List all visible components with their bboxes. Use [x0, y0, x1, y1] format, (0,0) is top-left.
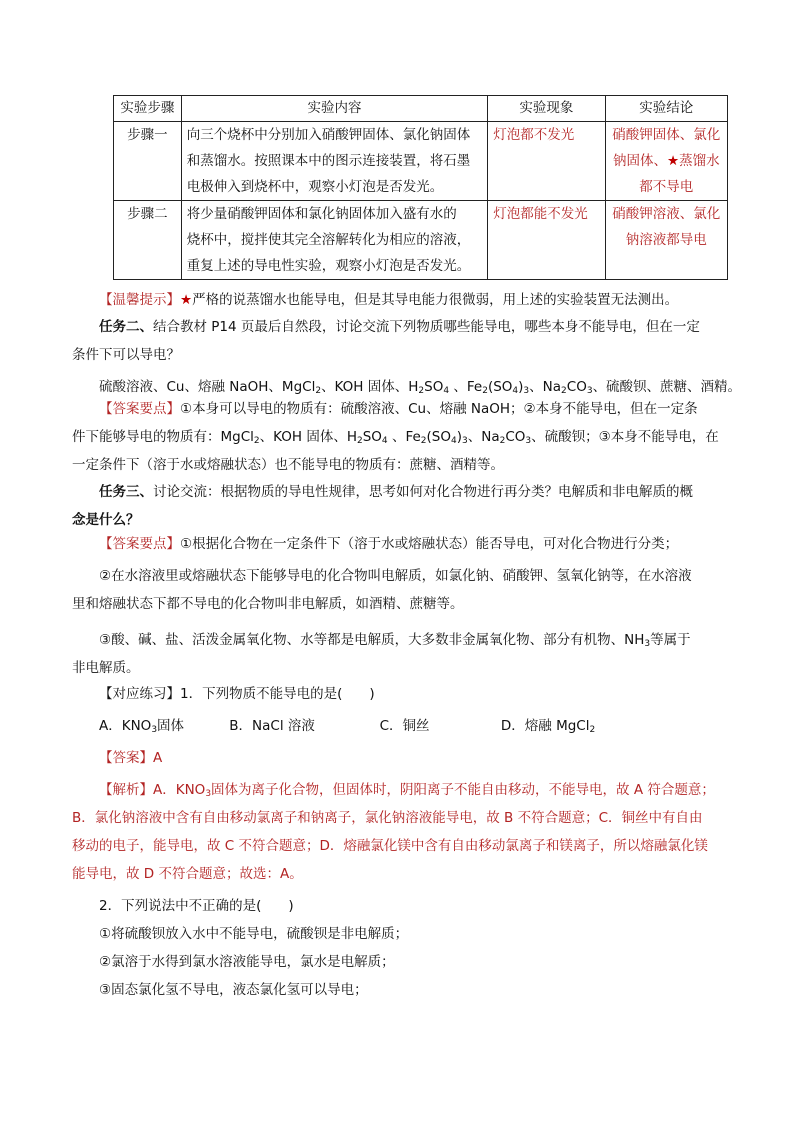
phenomenon-cell: 灯泡都不发光 — [488, 122, 605, 201]
conclusion-line: 硝酸钾固体、氯化 — [612, 127, 721, 143]
star-icon: ★ — [180, 292, 193, 308]
answer2-line — [72, 395, 724, 423]
conclusion-text: 蒸馏水 — [679, 153, 720, 169]
conclusion-line — [611, 148, 722, 174]
task3-text: 讨论交流：根据物质的导电性规律，思考如何对化合物进行再分类？电解质和非电解质的概 — [153, 484, 693, 500]
table-header: 实验结论 — [605, 96, 727, 122]
conclusion-text: 钠固体、 — [612, 153, 667, 169]
content-line: 烧杯中，搅拌使其完全溶解转化为相应的溶液， — [186, 232, 471, 248]
content-cell — [181, 122, 487, 201]
tip-tag: 【温馨提示】 — [99, 292, 180, 308]
table-row — [114, 122, 728, 201]
practice-section — [72, 680, 724, 1004]
question-1 — [72, 680, 724, 708]
analysis-tag: 【解析】 — [99, 782, 153, 798]
content-line: 电极伸入到烧杯中，观察小灯泡是否发光。 — [186, 179, 444, 195]
option-a: A．$KNO_3$固体 — [99, 718, 185, 735]
conclusion-cell — [605, 122, 727, 201]
option-d: D．熔融 MgCl$_2$ — [500, 718, 596, 735]
phenomenon-cell: 灯泡都能不发光 — [488, 201, 605, 280]
question-text: 1．下列物质不能导电的是( ) — [180, 686, 375, 702]
content-cell — [181, 201, 487, 280]
tip-line — [72, 286, 724, 314]
task2-line: 条件下可以导电？ — [72, 347, 180, 363]
task2-label: 任务二、 — [99, 319, 153, 335]
task3-line — [72, 478, 724, 506]
answer-tag: 【答案】 — [99, 750, 153, 766]
task2-section — [72, 313, 742, 401]
options-row — [72, 712, 724, 740]
answer3-line: ②在水溶液里或熔融状态下能够导电的化合物叫电解质，如氯化钠、硝酸钾、氢氧化钠等，在水溶液 — [99, 568, 692, 584]
conclusion-line: 钠溶液都导电 — [625, 232, 707, 248]
statement-item: ①将硫酸钡放入水中不能导电，硫酸钡是非电解质； — [99, 926, 409, 942]
substances-line: 硫酸溶液、Cu、熔融 NaOH、MgCl$_2$、KOH 固体、$H_2SO_4$ 、$Fe_2(SO_4)_3$、$Na_2CO_3$、硫酸钡、蔗糖、酒精。 — [99, 379, 742, 396]
answer2-line: 件下能够导电的物质有：MgCl$_2$、KOH 固体、$H_2SO_4$ 、$Fe_2(SO_4)_3$、$Na_2CO_3$、硫酸钡；③本身不能导电，在 — [72, 429, 719, 446]
answer3-text: ①根据化合物在一定条件下（溶于水或熔融状态）能否导电，可对化合物进行分类； — [180, 536, 679, 552]
task3-line: 念是什么？ — [72, 512, 140, 528]
answer-line — [72, 744, 724, 772]
answer3-line: 里和熔融状态下都不导电的化合物叫非电解质，如酒精、蔗糖等。 — [72, 596, 464, 612]
answer3-line: ③酸、碱、盐、活泼金属氧化物、水等都是电解质，大多数非金属氧化物、部分有机物、$NH_3$等属于 — [99, 632, 691, 649]
task2-text: 结合教材 P14 页最后自然段，讨论交流下列物质哪些能导电，哪些本身不能导电，但在一定 — [153, 319, 700, 335]
question-2: 2．下列说法中不正确的是( ) — [99, 898, 294, 914]
answer-tag: 【答案要点】 — [99, 536, 180, 552]
answer2-text: ①本身可以导电的物质有：硫酸溶液、Cu、熔融 NaOH；②本身不能导电，但在一定条 — [180, 401, 698, 417]
content-line: 将少量硝酸钾固体和氯化钠固体加入盛有水的 — [186, 206, 457, 222]
answer3-section — [72, 530, 724, 682]
content-line: 和蒸馏水。按照课本中的图示连接装置，将石墨 — [186, 153, 471, 169]
table-row — [114, 201, 728, 280]
content-line: 重复上述的导电性实验，观察小灯泡是否发光。 — [186, 258, 471, 274]
analysis-line: 【解析】A．$KNO_3$固体为离子化合物，但固体时，阴阳离子不能自由移动，不能导电，故 A 符合题意； — [99, 782, 715, 799]
task2-line — [72, 313, 724, 341]
answer3-line — [72, 530, 724, 558]
tip-paragraph — [72, 286, 724, 314]
answer2-section — [72, 395, 724, 479]
option-b: B．NaCl 溶液 — [229, 718, 315, 734]
analysis-line: B．氯化钠溶液中含有自由移动氯离子和钠离子，氯化钠溶液能导电，故 B 不符合题意；C．铜丝中有自由 — [72, 810, 703, 826]
analysis-line: 移动的电子，能导电，故 C 不符合题意；D．熔融氯化镁中含有自由移动氯离子和镁离子，所以熔融氯化镁 — [72, 838, 708, 854]
answer-value: A — [153, 750, 163, 766]
experiment-table — [113, 95, 728, 280]
task3-section — [72, 478, 724, 534]
option-c: C．铜丝 — [379, 718, 430, 734]
step-cell: 步骤一 — [114, 122, 182, 201]
table-header: 实验内容 — [181, 96, 487, 122]
step-cell: 步骤二 — [114, 201, 182, 280]
conclusion-line: 硝酸钾溶液、氯化 — [612, 206, 721, 222]
table-header: 实验步骤 — [114, 96, 182, 122]
conclusion-line: 都不导电 — [639, 179, 694, 195]
analysis-line: 能导电，故 D 不符合题意；故选：A。 — [72, 866, 303, 882]
answer2-line: 一定条件下（溶于水或熔融状态）也不能导电的物质有：蔗糖、酒精等。 — [72, 457, 504, 473]
statement-item: ③固态氯化氢不导电，液态氯化氢可以导电； — [99, 982, 368, 998]
conclusion-cell — [605, 201, 727, 280]
answer-tag: 【答案要点】 — [99, 401, 180, 417]
table-header: 实验现象 — [488, 96, 605, 122]
content-line: 向三个烧杯中分别加入硝酸钾固体、氯化钠固体 — [186, 127, 471, 143]
star-icon: ★ — [666, 153, 680, 169]
practice-tag: 【对应练习】 — [99, 686, 180, 702]
answer3-line: 非电解质。 — [72, 660, 140, 676]
tip-text: 严格的说蒸馏水也能导电，但是其导电能力很微弱，用上述的实验装置无法测出。 — [192, 292, 679, 308]
statement-item: ②氯溶于水得到氯水溶液能导电，氯水是电解质； — [99, 954, 395, 970]
table-header-row — [114, 96, 728, 122]
task3-label: 任务三、 — [99, 484, 153, 500]
